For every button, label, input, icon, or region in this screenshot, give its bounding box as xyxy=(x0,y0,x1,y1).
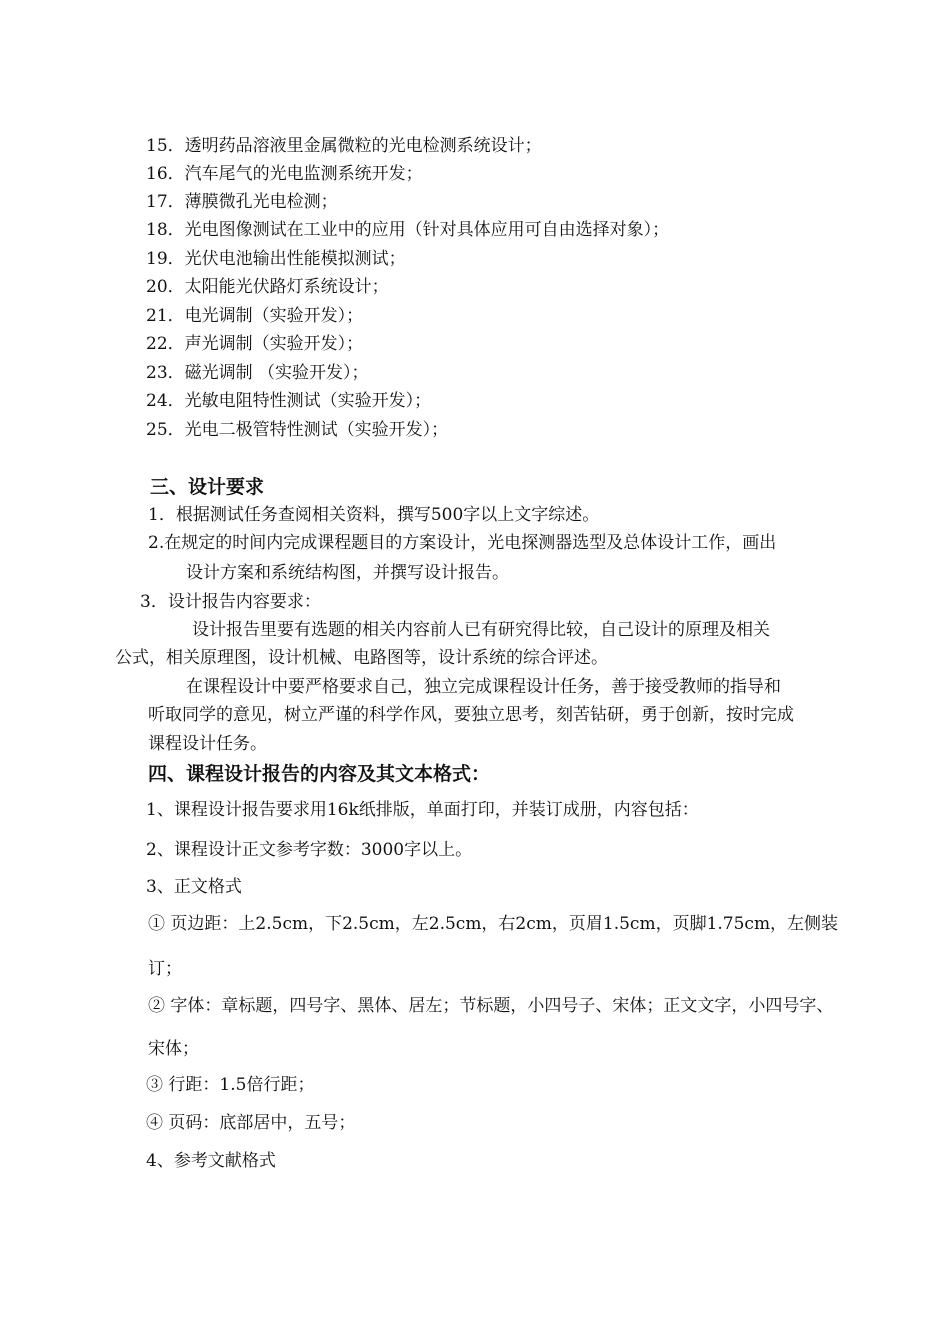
topic-item-25: 25．光电二极管特性测试（实验开发）； xyxy=(146,420,449,440)
conduct-para-line-3: 课程设计任务。 xyxy=(148,734,267,754)
topic-item-16: 16．汽车尾气的光电监测系统开发； xyxy=(146,164,423,184)
format-item-4: 4、参考文献格式 xyxy=(146,1151,276,1171)
topic-item-20: 20．太阳能光伏路灯系统设计； xyxy=(146,277,389,297)
format-item-1: 1、课程设计报告要求用16k纸排版，单面打印，并装订成册，内容包括： xyxy=(146,800,699,820)
page-number-spec: ④ 页码：底部居中，五号； xyxy=(146,1113,356,1133)
font-spec-line-1: ② 字体：章标题，四号字、黑体、居左；节标题，小四号子、宋体；正文文字，小四号字、 xyxy=(148,996,834,1016)
margin-spec-line-2: 订； xyxy=(148,959,182,979)
report-content-para-1-line-2: 公式，相关原理图，设计机械、电路图等，设计系统的综合评述。 xyxy=(115,648,608,668)
format-item-3: 3、正文格式 xyxy=(146,877,242,897)
topic-item-17: 17．薄膜微孔光电检测； xyxy=(146,192,338,212)
topic-item-22: 22．声光调制（实验开发）； xyxy=(146,334,364,354)
topic-item-24: 24．光敏电阻特性测试（实验开发）； xyxy=(146,391,432,411)
topic-item-18: 18．光电图像测试在工业中的应用（针对具体应用可自由选择对象）； xyxy=(146,220,670,240)
section-4-heading: 四、课程设计报告的内容及其文本格式： xyxy=(148,763,491,785)
topic-item-23: 23．磁光调制 （实验开发）； xyxy=(146,363,369,383)
conduct-para-line-1: 在课程设计中要严格要求自己，独立完成课程设计任务，善于接受教师的指导和 xyxy=(186,677,781,697)
topic-item-21: 21．电光调制（实验开发）； xyxy=(146,306,364,326)
font-spec-line-2: 宋体； xyxy=(148,1039,199,1059)
margin-spec-line-1: ① 页边距：上2.5cm，下2.5cm，左2.5cm，右2cm，页眉1.5cm，页脚1.75cm，左侧装 xyxy=(148,914,839,934)
format-item-2: 2、课程设计正文参考字数：3000字以上。 xyxy=(146,840,473,860)
line-spacing-spec: ③ 行距：1.5倍行距； xyxy=(146,1075,315,1095)
requirement-2-line-1: 2.在规定的时间内完成课程题目的方案设计，光电探测器选型及总体设计工作，画出 xyxy=(148,533,777,553)
report-content-para-1-line-1: 设计报告里要有选题的相关内容前人已有研究得比较，自己设计的原理及相关 xyxy=(192,620,770,640)
topic-item-19: 19．光伏电池输出性能模拟测试； xyxy=(146,249,406,269)
requirement-1: 1．根据测试任务查阅相关资料，撰写500字以上文字综述。 xyxy=(148,505,600,525)
topic-item-15: 15．透明药品溶液里金属微粒的光电检测系统设计； xyxy=(146,136,542,156)
conduct-para-line-2: 听取同学的意见，树立严谨的科学作风，要独立思考，刻苦钻研，勇于创新，按时完成 xyxy=(148,705,794,725)
requirement-2-line-2: 设计方案和系统结构图，并撰写设计报告。 xyxy=(186,563,509,583)
section-3-heading: 三、设计要求 xyxy=(150,476,265,498)
requirement-3: 3．设计报告内容要求： xyxy=(140,592,321,612)
